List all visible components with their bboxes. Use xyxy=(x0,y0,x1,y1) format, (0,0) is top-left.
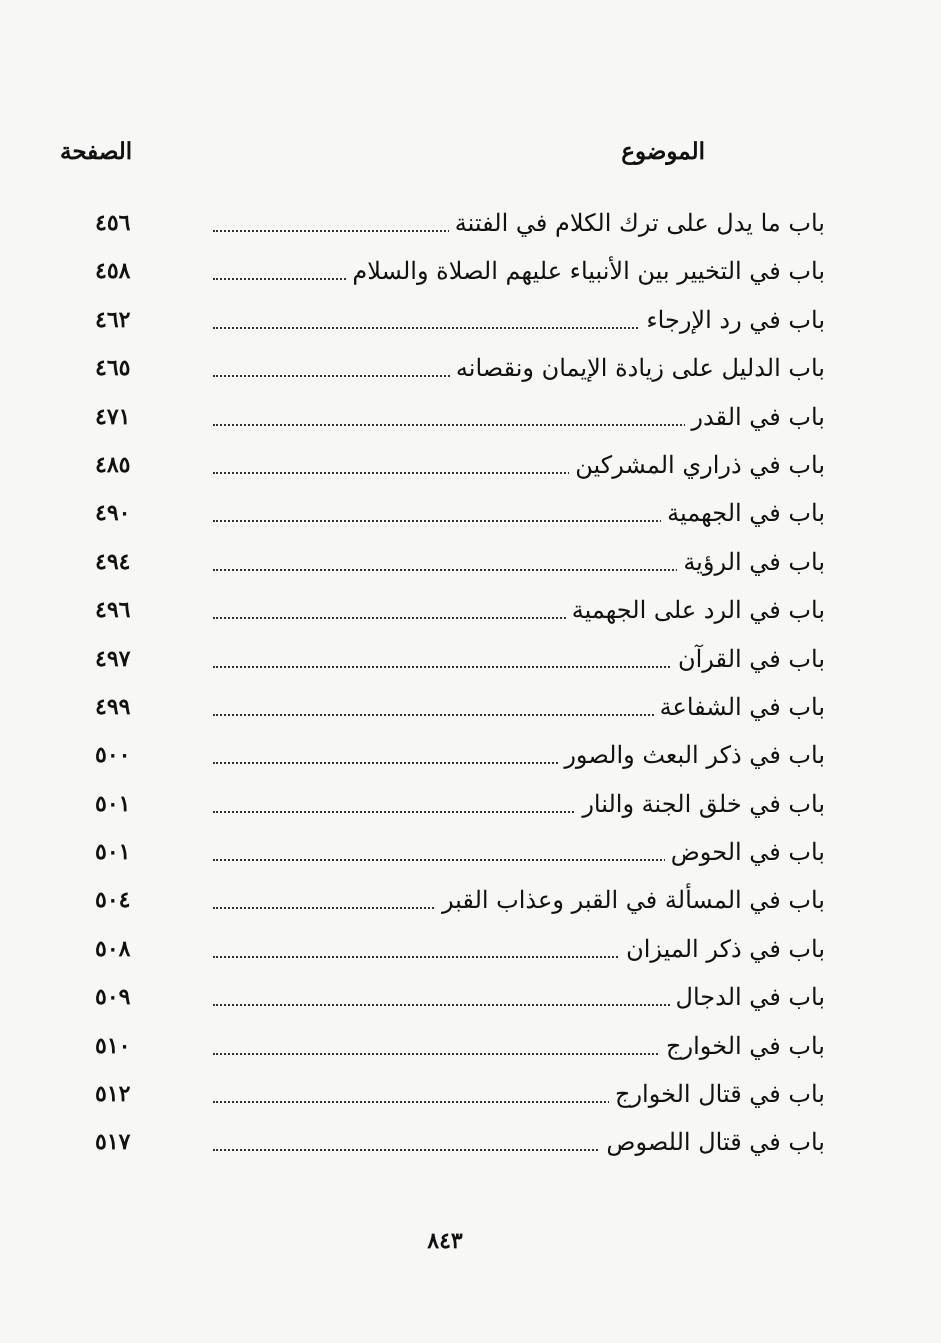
entry-page-number: ٥١٧ xyxy=(95,1129,131,1156)
toc-entry xyxy=(95,1026,825,1074)
entry-title: باب في القدر xyxy=(685,397,825,437)
entry-title: باب في ذراري المشركين xyxy=(569,445,825,485)
entry-page-number: ٥١٠ xyxy=(95,1032,131,1059)
entry-title: باب في قتال الخوارج xyxy=(609,1074,825,1114)
toc-entry xyxy=(95,493,825,541)
entry-page-number: ٥٠٠ xyxy=(95,742,131,769)
entry-page-number: ٥٠٤ xyxy=(95,887,131,914)
toc-entry xyxy=(95,348,825,396)
toc-entry xyxy=(95,784,825,832)
toc-entry xyxy=(95,687,825,735)
entry-page-number: ٥٠٩ xyxy=(95,984,131,1011)
entry-title: باب في ذكر الميزان xyxy=(620,929,825,969)
entry-title: باب في الرؤية xyxy=(677,542,825,582)
toc-entry xyxy=(95,300,825,348)
entry-page-number: ٤٩٧ xyxy=(95,645,131,672)
entry-page-number: ٤٩٦ xyxy=(95,597,131,624)
entry-page-number: ٤٥٨ xyxy=(95,258,131,285)
page-column-header: الصفحة xyxy=(60,138,133,165)
toc-entry xyxy=(95,542,825,590)
toc-entry xyxy=(95,251,825,299)
page-number: ٨٤٣ xyxy=(427,1228,463,1254)
entry-page-number: ٥٠١ xyxy=(95,839,131,866)
entry-page-number: ٤٩٩ xyxy=(95,693,131,720)
entry-page-number: ٤٦٢ xyxy=(95,306,131,333)
entry-title: باب في قتال اللصوص xyxy=(600,1122,825,1162)
entry-page-number: ٤٩٤ xyxy=(95,548,131,575)
toc-entry xyxy=(95,832,825,880)
entry-title: باب في الدجال xyxy=(670,977,825,1017)
entry-title: باب في القرآن xyxy=(672,639,825,679)
entry-title: باب في خلق الجنة والنار xyxy=(576,784,825,824)
entry-page-number: ٤٥٦ xyxy=(95,210,131,236)
entry-title: باب الدليل على زيادة الإيمان ونقصانه xyxy=(450,348,825,388)
toc-entry xyxy=(95,977,825,1025)
entry-page-number: ٥٠٨ xyxy=(95,935,131,962)
entry-page-number: ٥٠١ xyxy=(95,790,131,817)
entry-title: باب في الشفاعة xyxy=(654,687,825,727)
entry-page-number: ٤٦٥ xyxy=(95,355,131,382)
entry-title: باب ما يدل على ترك الكلام في الفتنة xyxy=(449,203,825,243)
entry-page-number: ٥١٢ xyxy=(95,1081,131,1108)
table-of-contents xyxy=(95,203,825,1171)
entry-title: باب في الرد على الجهمية xyxy=(566,590,825,630)
toc-entry xyxy=(95,445,825,493)
toc-entry xyxy=(95,929,825,977)
entry-title: باب في ذكر البعث والصور xyxy=(558,735,825,775)
entry-title: باب في الخوارج xyxy=(660,1026,825,1066)
toc-entry xyxy=(95,735,825,783)
toc-entry xyxy=(95,1122,825,1170)
entry-title: باب في المسألة في القبر وعذاب القبر xyxy=(436,880,825,920)
topic-column-header: الموضوع xyxy=(621,138,705,165)
toc-entry xyxy=(95,880,825,928)
entry-title: باب في الحوض xyxy=(665,832,825,872)
entry-page-number: ٤٧١ xyxy=(95,403,131,430)
entry-title: باب في التخيير بين الأنبياء عليهم الصلاة والسلام xyxy=(346,251,825,291)
entry-page-number: ٤٨٥ xyxy=(95,451,131,478)
toc-entry xyxy=(95,639,825,687)
toc-entry xyxy=(95,397,825,445)
toc-entry xyxy=(95,1074,825,1122)
toc-entry xyxy=(95,203,825,251)
toc-entry xyxy=(95,590,825,638)
entry-title: باب في الجهمية xyxy=(661,493,825,533)
entry-page-number: ٤٩٠ xyxy=(95,500,131,527)
entry-title: باب في رد الإرجاء xyxy=(640,300,825,340)
